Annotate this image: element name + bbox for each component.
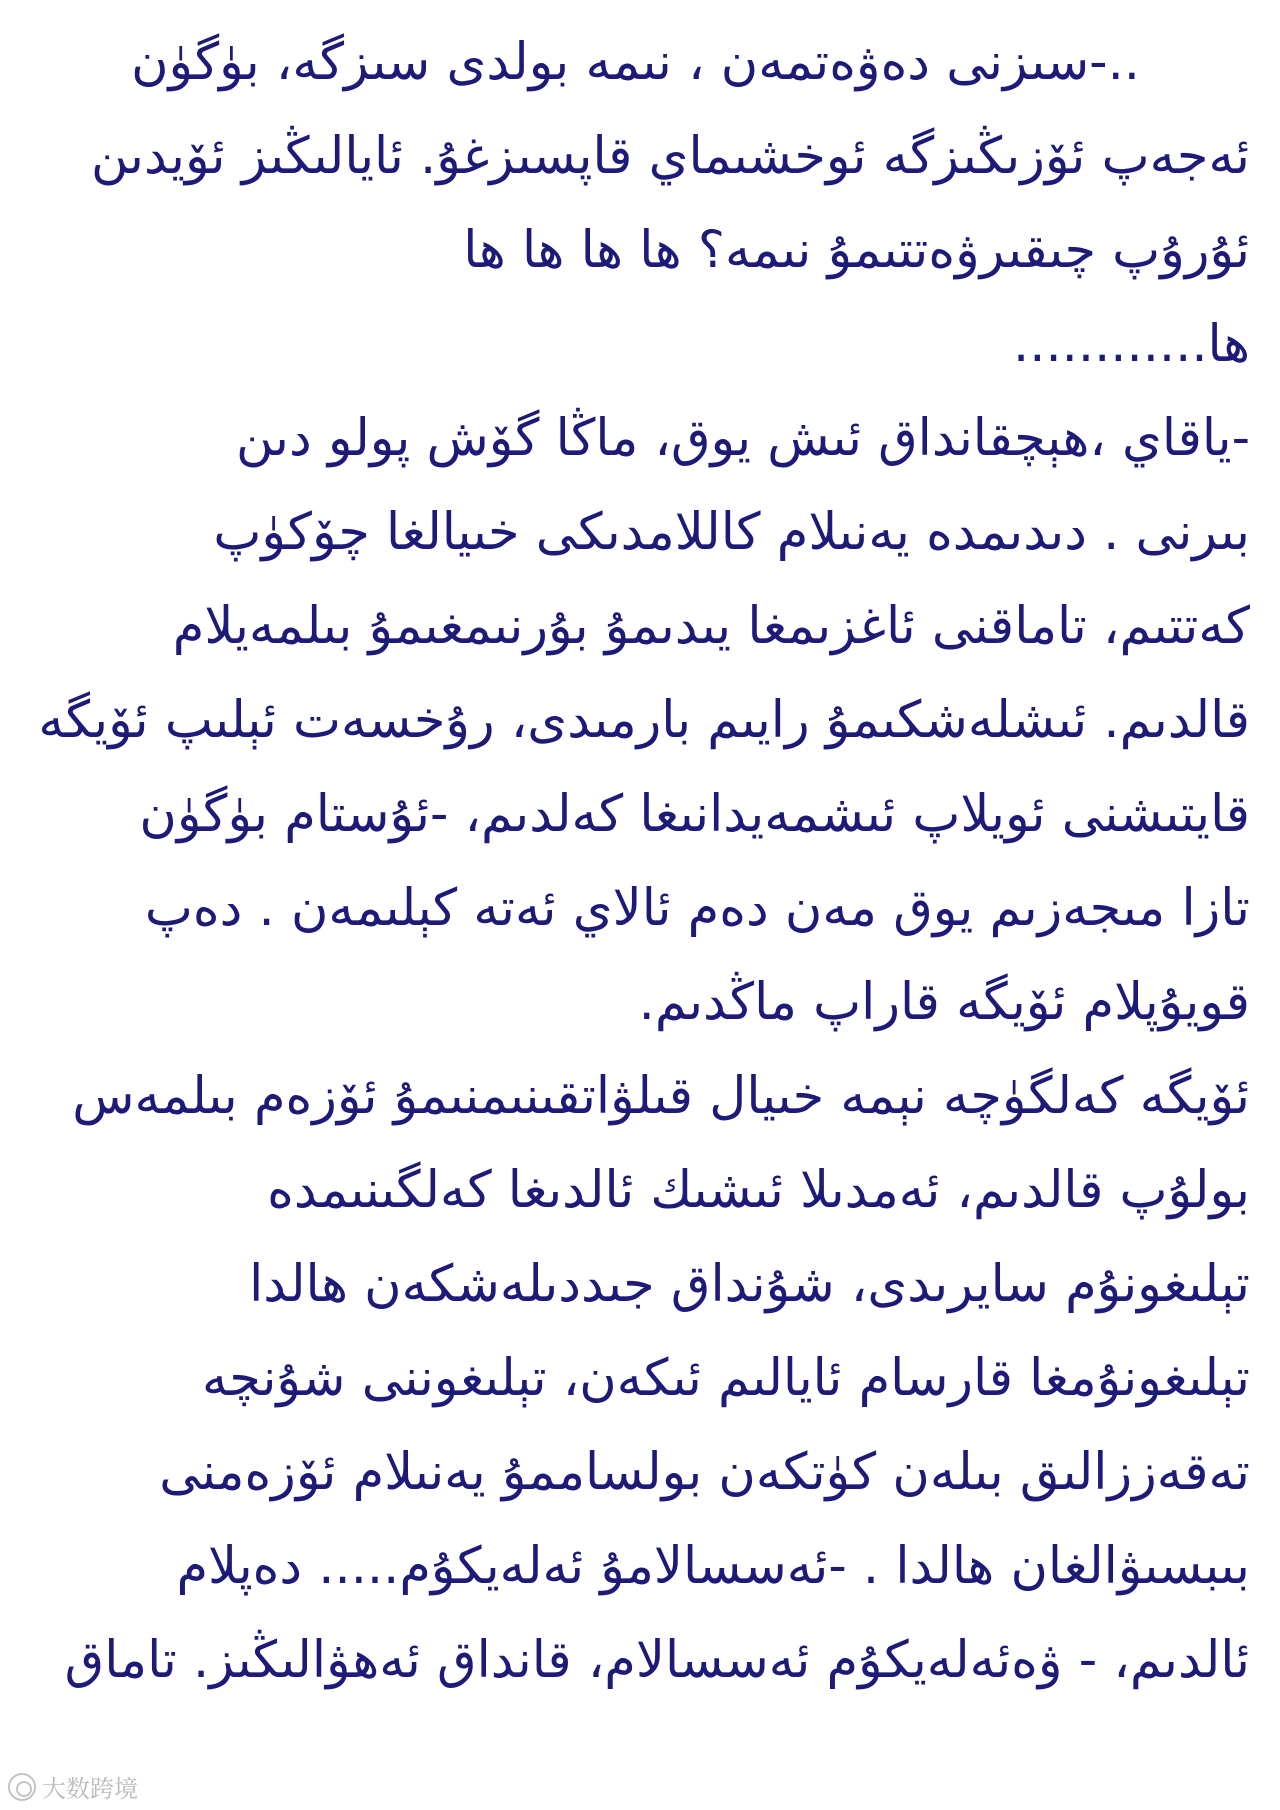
text-line: قويۇپلام ئۆيگە قاراپ ماڭدىم. — [638, 973, 1250, 1032]
text-line: تازا مىجەزىم يوق مەن دەم ئالاي ئەتە كېلىمەن . دەپ — [144, 879, 1250, 938]
watermark-logo-icon — [8, 1773, 36, 1801]
text-line: ھا............ — [1013, 315, 1250, 374]
text-line: تېلىغونۇم سايرىدى، شۇنداق جىددىلەشكەن ھالدا — [249, 1255, 1250, 1314]
text-line: قايتىشنى ئويلاپ ئىشمەيدانىغا كەلدىم، -ئۇستام بۈگۈن — [139, 785, 1250, 844]
text-line: ئۇرۇپ چىقىرۋەتتىمۇ نىمە؟ ھا ھا ھا ھا — [463, 221, 1250, 280]
text-line: كەتتىم، تاماقنى ئاغزىمغا يىدىمۇ بۇرنىمغىمۇ بىلمەيلام — [172, 597, 1250, 656]
text-line: بولۇپ قالدىم، ئەمدىلا ئىشىك ئالدىغا كەلگىنىمدە — [267, 1161, 1250, 1220]
text-line: بىبسىۋالغان ھالدا . -ئەسسالامۇ ئەلەيكۇم..... دەپلام — [176, 1537, 1250, 1596]
text-line: تېلىغونۇمغا قارسام ئايالىم ئىكەن، تېلىغوننى شۇنچە — [201, 1349, 1250, 1408]
uyghur-text-body — [30, 16, 1250, 1708]
watermark-text: 大数跨境 — [42, 1775, 138, 1803]
text-line: -ياقاي ،ھېچقانداق ئىش يوق، ماڭا گۆش پولو دىن — [235, 409, 1250, 468]
text-line: بىرنى . دىدىمدە يەنىلام كاللامدىكى خىيالغا چۆكۈپ — [213, 503, 1250, 562]
text-line: قالدىم. ئىشلەشكىمۇ رايىم بارمىدى، رۇخسەت ئېلىپ ئۆيگە — [38, 691, 1250, 750]
watermark — [8, 1769, 138, 1804]
text-line: ..-سىزنى دەۋەتمەن ، نىمە بولدى سىزگە، بۈگۈن — [131, 33, 1140, 92]
text-line: ئۆيگە كەلگۈچە نېمە خىيال قىلۋاتقىنىمنىمۇ ئۆزەم بىلمەس — [72, 1067, 1250, 1126]
text-line: تەقەززالىق بىلەن كۈتكەن بولساممۇ يەنىلام ئۆزەمنى — [159, 1443, 1250, 1502]
text-line: ئەجەپ ئۆزىڭىزگە ئوخشىماي قاپسىزغۇ. ئايالىڭىز ئۆيدىن — [90, 127, 1250, 186]
text-line: ئالدىم، - ۋەئەلەيكۇم ئەسسالام، قانداق ئەھۋالىڭىز. تاماق — [64, 1631, 1250, 1690]
